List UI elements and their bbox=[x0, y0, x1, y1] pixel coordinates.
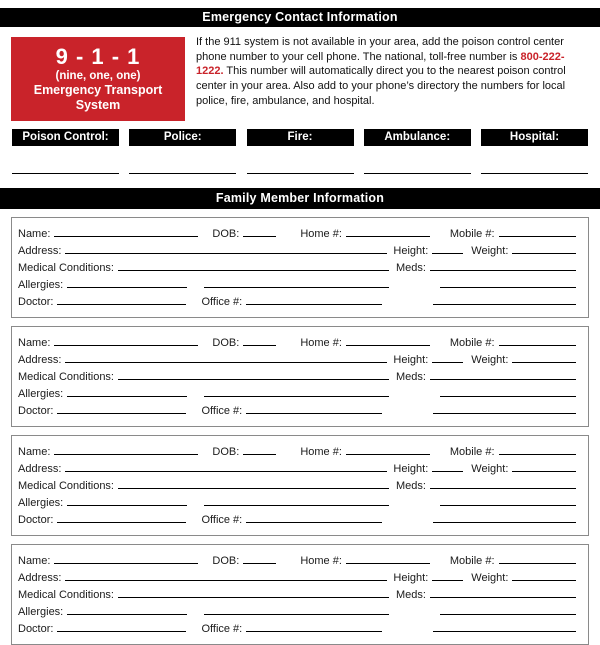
member-row-address bbox=[18, 570, 576, 587]
poison-control-instructions bbox=[196, 35, 588, 109]
member-block bbox=[11, 544, 589, 645]
height-label: Height: bbox=[393, 354, 429, 366]
weight-label: Weight: bbox=[471, 463, 509, 475]
meds-label: Meds: bbox=[396, 480, 426, 492]
height-field-line bbox=[432, 461, 463, 472]
office-phone-label: Office #: bbox=[201, 514, 243, 526]
meds-label: Meds: bbox=[396, 262, 426, 274]
member-row-name bbox=[18, 335, 576, 352]
office-phone-label: Office #: bbox=[201, 405, 243, 417]
member-block bbox=[11, 435, 589, 536]
meds-continuation-line-2 bbox=[433, 512, 576, 523]
height-label: Height: bbox=[393, 245, 429, 257]
weight-field-line bbox=[512, 461, 576, 472]
home-phone-field-line bbox=[346, 226, 430, 237]
member-row-doctor bbox=[18, 512, 576, 529]
member-row-allergies bbox=[18, 495, 576, 512]
name-field-line bbox=[54, 335, 198, 346]
dob-label: DOB: bbox=[212, 555, 240, 567]
emergency-number-pronunciation: (nine, one, one) bbox=[55, 70, 141, 82]
name-field-line bbox=[54, 226, 198, 237]
office-phone-label: Office #: bbox=[201, 623, 243, 635]
member-row-address bbox=[18, 243, 576, 260]
member-row-doctor bbox=[18, 403, 576, 420]
emergency-contact-blank-lines bbox=[12, 173, 588, 174]
dob-field-line bbox=[243, 444, 276, 455]
doctor-label: Doctor: bbox=[18, 514, 54, 526]
allergies-field-line bbox=[67, 495, 187, 506]
weight-field-line bbox=[512, 243, 576, 254]
medical-conditions-label: Medical Conditions: bbox=[18, 589, 114, 601]
fire-label: Fire: bbox=[247, 129, 354, 146]
dob-field-line bbox=[243, 553, 276, 564]
mobile-phone-field-line bbox=[499, 226, 576, 237]
home-phone-field-line bbox=[346, 553, 430, 564]
medical-conditions-field-line bbox=[118, 478, 389, 489]
name-label: Name: bbox=[18, 228, 51, 240]
dob-label: DOB: bbox=[212, 337, 240, 349]
name-label: Name: bbox=[18, 337, 51, 349]
dob-field-line bbox=[243, 226, 276, 237]
allergies-label: Allergies: bbox=[18, 388, 64, 400]
member-row-name bbox=[18, 444, 576, 461]
medical-conditions-field-line bbox=[118, 260, 389, 271]
hospital-label: Hospital: bbox=[481, 129, 588, 146]
medical-conditions-label: Medical Conditions: bbox=[18, 480, 114, 492]
member-row-allergies bbox=[18, 604, 576, 621]
meds-continuation-line-1 bbox=[440, 386, 576, 397]
address-label: Address: bbox=[18, 245, 62, 257]
weight-label: Weight: bbox=[471, 354, 509, 366]
mobile-phone-label: Mobile #: bbox=[449, 446, 495, 458]
emergency-contact-labels bbox=[12, 129, 588, 146]
poison-control-blank-line bbox=[12, 173, 119, 174]
member-row-medical bbox=[18, 260, 576, 277]
height-field-line bbox=[432, 570, 463, 581]
home-phone-field-line bbox=[346, 335, 430, 346]
member-row-medical bbox=[18, 369, 576, 386]
home-phone-label: Home #: bbox=[300, 337, 342, 349]
meds-continuation-line-2 bbox=[433, 403, 576, 414]
home-phone-label: Home #: bbox=[300, 446, 342, 458]
member-row-name bbox=[18, 553, 576, 570]
instructions-text-before: If the 911 system is not available in your area, add the poison control center phone number to your cell phone. The national, toll-free number is bbox=[196, 36, 564, 63]
meds-label: Meds: bbox=[396, 371, 426, 383]
mobile-phone-field-line bbox=[499, 444, 576, 455]
address-field-line bbox=[65, 461, 387, 472]
allergies-field-line bbox=[67, 277, 187, 288]
address-label: Address: bbox=[18, 572, 62, 584]
home-phone-field-line bbox=[346, 444, 430, 455]
doctor-label: Doctor: bbox=[18, 623, 54, 635]
home-phone-label: Home #: bbox=[300, 228, 342, 240]
meds-field-line bbox=[430, 260, 576, 271]
meds-label: Meds: bbox=[396, 589, 426, 601]
weight-label: Weight: bbox=[471, 572, 509, 584]
meds-field-line bbox=[430, 369, 576, 380]
member-row-allergies bbox=[18, 386, 576, 403]
allergies-continuation-line bbox=[204, 386, 389, 397]
member-block bbox=[11, 217, 589, 318]
mobile-phone-label: Mobile #: bbox=[449, 228, 495, 240]
poison-phone-number: 800-222-1222. bbox=[196, 50, 565, 78]
family-members bbox=[11, 217, 589, 645]
doctor-label: Doctor: bbox=[18, 405, 54, 417]
emergency-info-section bbox=[11, 37, 588, 121]
medical-conditions-label: Medical Conditions: bbox=[18, 371, 114, 383]
ambulance-label: Ambulance: bbox=[364, 129, 471, 146]
home-phone-label: Home #: bbox=[300, 555, 342, 567]
allergies-continuation-line bbox=[204, 604, 389, 615]
address-field-line bbox=[65, 570, 387, 581]
member-row-address bbox=[18, 461, 576, 478]
hospital-blank-line bbox=[481, 173, 588, 174]
ambulance-blank-line bbox=[364, 173, 471, 174]
fire-blank-line bbox=[247, 173, 354, 174]
meds-field-line bbox=[430, 478, 576, 489]
member-block bbox=[11, 326, 589, 427]
emergency-system-label: Emergency Transport System bbox=[33, 83, 163, 112]
weight-field-line bbox=[512, 570, 576, 581]
mobile-phone-label: Mobile #: bbox=[449, 555, 495, 567]
mobile-phone-field-line bbox=[499, 553, 576, 564]
meds-field-line bbox=[430, 587, 576, 598]
allergies-continuation-line bbox=[204, 495, 389, 506]
office-phone-field-line bbox=[246, 294, 382, 305]
member-row-name bbox=[18, 226, 576, 243]
member-row-allergies bbox=[18, 277, 576, 294]
name-label: Name: bbox=[18, 555, 51, 567]
doctor-field-line bbox=[57, 294, 186, 305]
medical-conditions-field-line bbox=[118, 587, 389, 598]
family-section-title: Family Member Information bbox=[0, 188, 600, 209]
height-field-line bbox=[432, 243, 463, 254]
member-row-medical bbox=[18, 478, 576, 495]
weight-label: Weight: bbox=[471, 245, 509, 257]
height-label: Height: bbox=[393, 572, 429, 584]
allergies-field-line bbox=[67, 604, 187, 615]
allergies-field-line bbox=[67, 386, 187, 397]
office-phone-field-line bbox=[246, 403, 382, 414]
name-field-line bbox=[54, 444, 198, 455]
dob-label: DOB: bbox=[212, 446, 240, 458]
meds-continuation-line-1 bbox=[440, 604, 576, 615]
dob-label: DOB: bbox=[212, 228, 240, 240]
meds-continuation-line-1 bbox=[440, 277, 576, 288]
address-field-line bbox=[65, 243, 387, 254]
dob-field-line bbox=[243, 335, 276, 346]
doctor-label: Doctor: bbox=[18, 296, 54, 308]
weight-field-line bbox=[512, 352, 576, 363]
allergies-label: Allergies: bbox=[18, 606, 64, 618]
medical-conditions-field-line bbox=[118, 369, 389, 380]
height-field-line bbox=[432, 352, 463, 363]
member-row-address bbox=[18, 352, 576, 369]
emergency-number: 9 - 1 - 1 bbox=[55, 44, 141, 69]
meds-continuation-line-2 bbox=[433, 294, 576, 305]
mobile-phone-label: Mobile #: bbox=[449, 337, 495, 349]
police-blank-line bbox=[129, 173, 236, 174]
member-row-medical bbox=[18, 587, 576, 604]
office-phone-field-line bbox=[246, 512, 382, 523]
instructions-text-after: This number will automatically direct you to the nearest poison control center in your area. Also add to your phone’s directory the numbers for local police, fire, ambulance, and hospital. bbox=[196, 65, 566, 107]
poison-control-label: Poison Control: bbox=[12, 129, 119, 146]
height-label: Height: bbox=[393, 463, 429, 475]
medical-conditions-label: Medical Conditions: bbox=[18, 262, 114, 274]
allergies-label: Allergies: bbox=[18, 279, 64, 291]
allergies-continuation-line bbox=[204, 277, 389, 288]
address-label: Address: bbox=[18, 463, 62, 475]
emergency-911-box bbox=[11, 37, 185, 121]
doctor-field-line bbox=[57, 403, 186, 414]
address-label: Address: bbox=[18, 354, 62, 366]
member-row-doctor bbox=[18, 294, 576, 311]
member-row-doctor bbox=[18, 621, 576, 638]
allergies-label: Allergies: bbox=[18, 497, 64, 509]
office-phone-label: Office #: bbox=[201, 296, 243, 308]
doctor-field-line bbox=[57, 512, 186, 523]
police-label: Police: bbox=[129, 129, 236, 146]
name-field-line bbox=[54, 553, 198, 564]
name-label: Name: bbox=[18, 446, 51, 458]
address-field-line bbox=[65, 352, 387, 363]
page-title: Emergency Contact Information bbox=[0, 8, 600, 27]
mobile-phone-field-line bbox=[499, 335, 576, 346]
meds-continuation-line-1 bbox=[440, 495, 576, 506]
